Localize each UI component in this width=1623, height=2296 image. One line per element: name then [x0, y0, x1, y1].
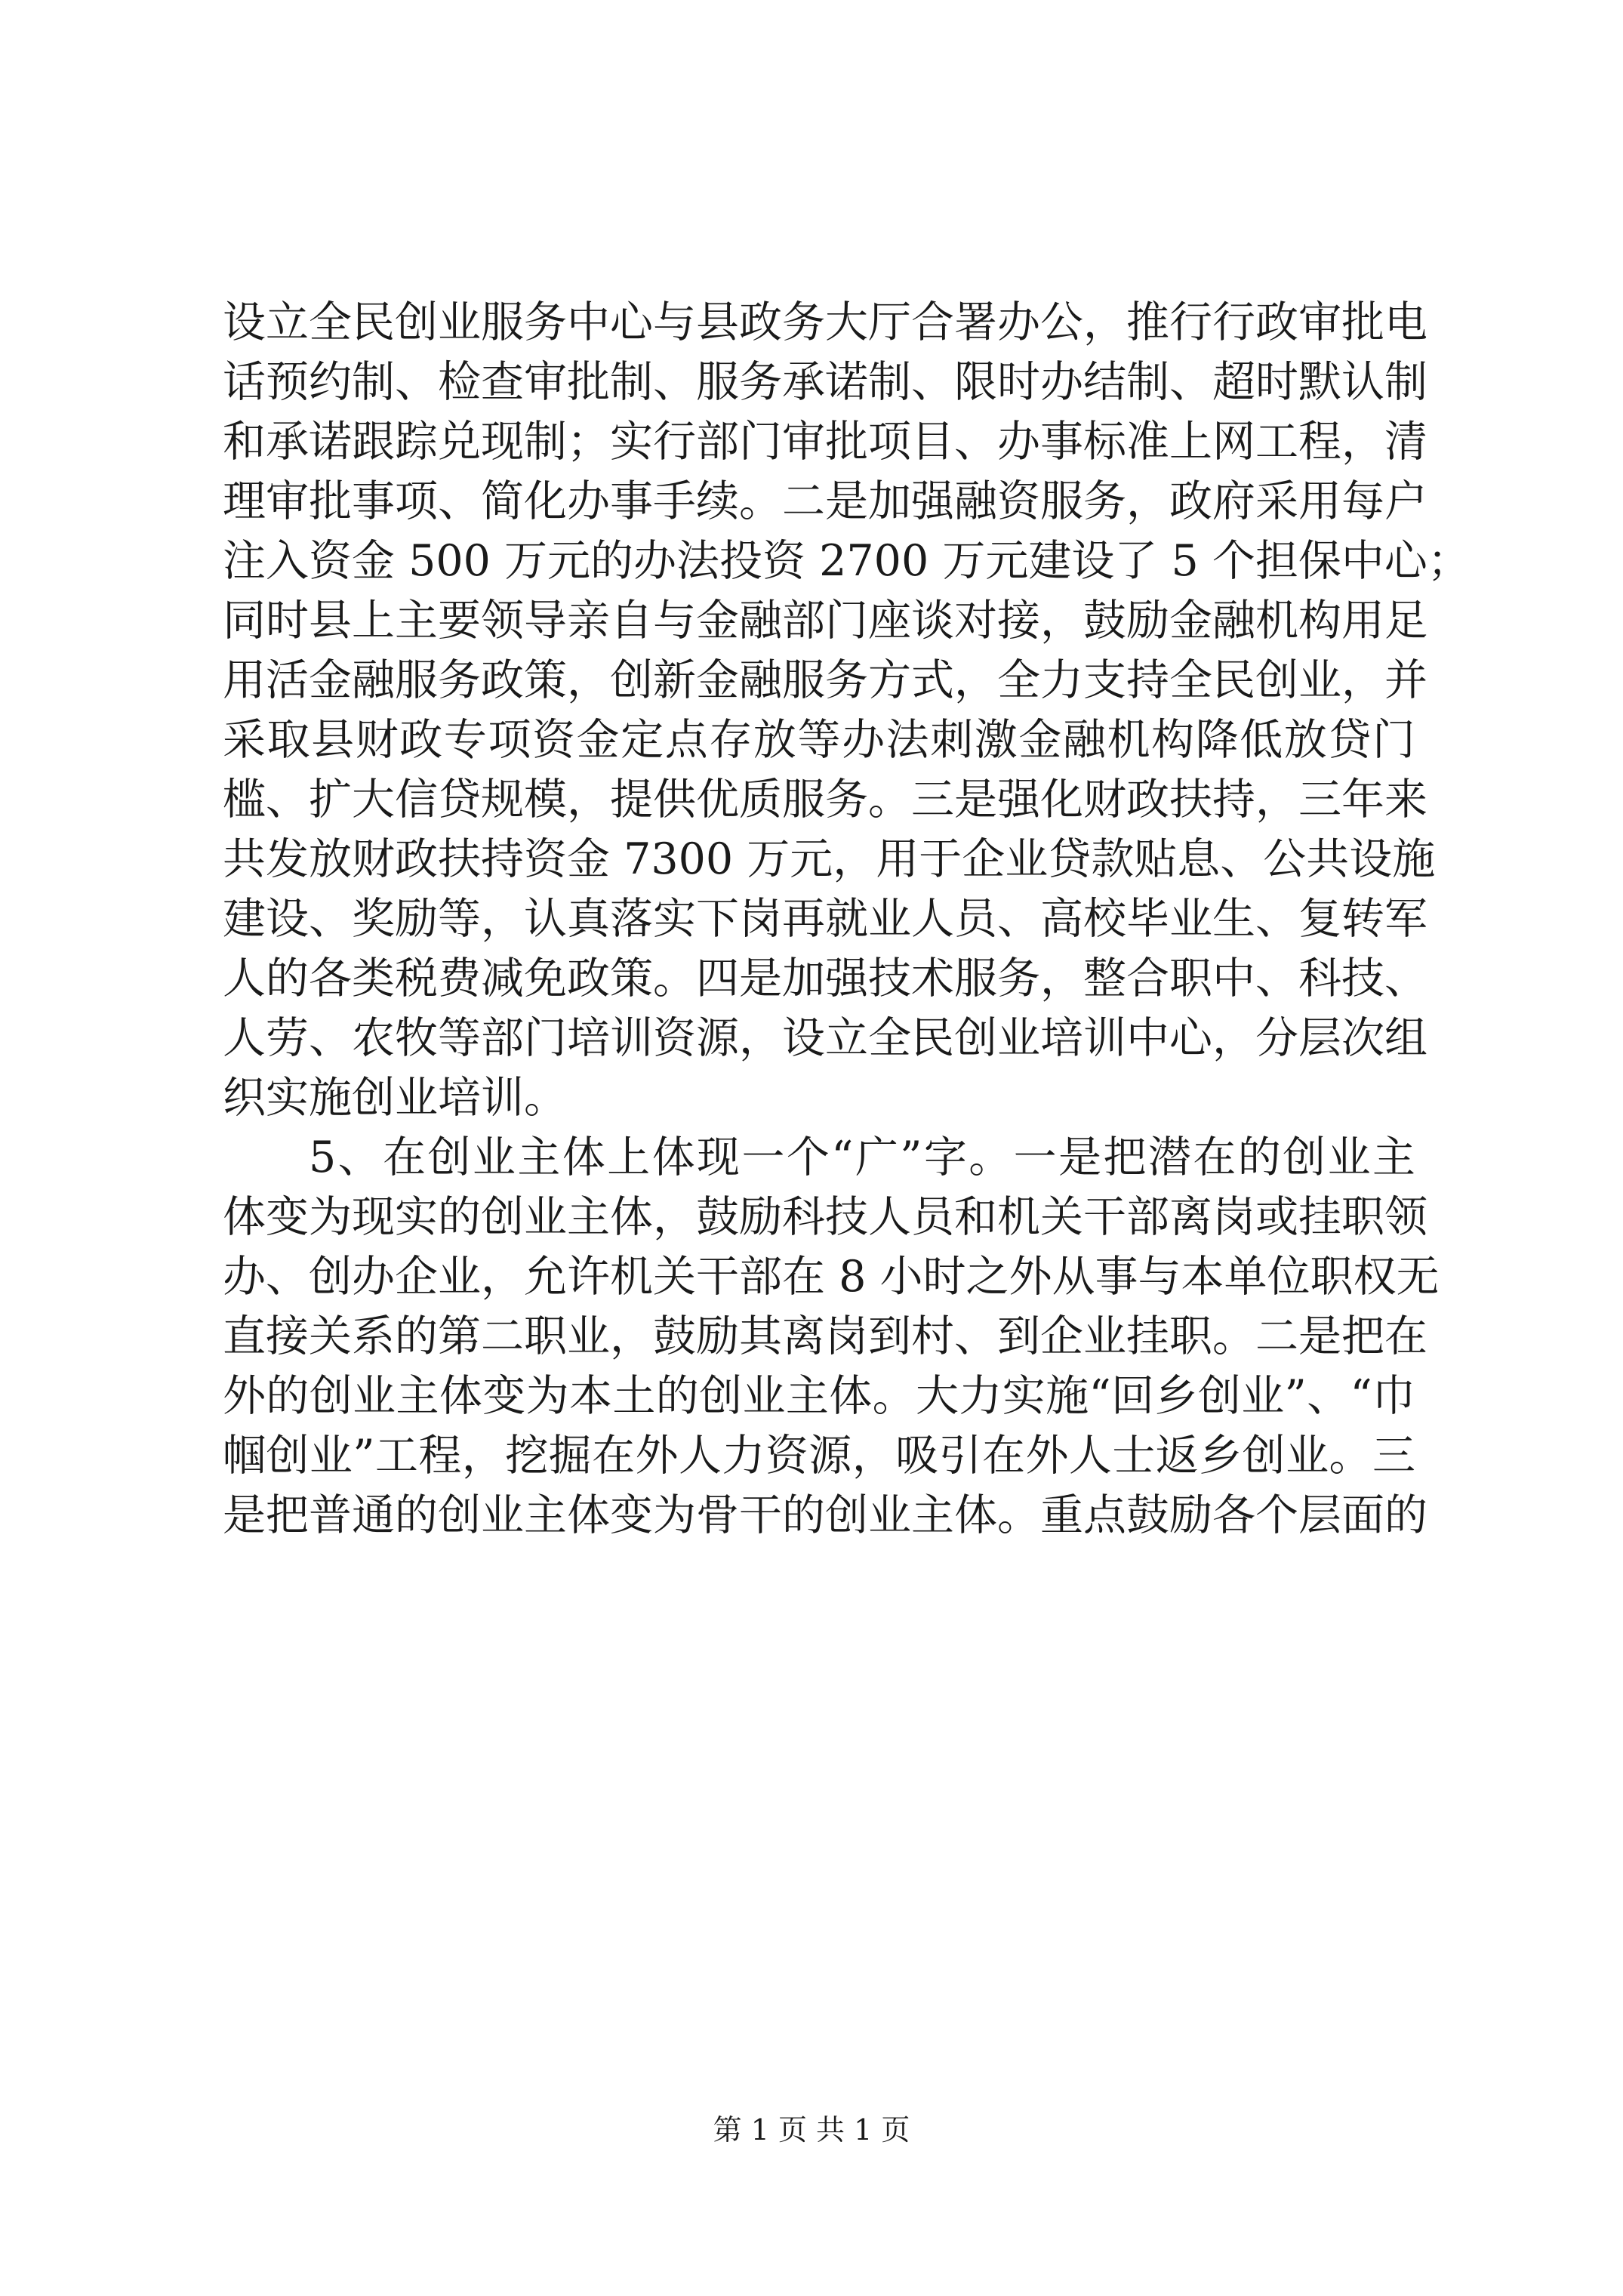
text-line: 直接关系的第二职业，鼓励其离岗到村、到企业挂职。二是把在 [223, 1311, 1427, 1361]
text-line: 体变为现实的创业主体，鼓励科技人员和机关干部离岗或挂职领 [223, 1192, 1427, 1242]
text-line: 槛、扩大信贷规模，提供优质服务。三是强化财政扶持，三年来 [223, 775, 1427, 824]
document-body [223, 293, 1471, 1546]
text-line: 办、创办企业，允许机关干部在 8 小时之外从事与本单位职权无 [223, 1252, 1440, 1302]
text-line: 话预约制、检查审批制、服务承诺制、限时办结制、超时默认制 [223, 357, 1427, 407]
text-line: 理审批事项、简化办事手续。二是加强融资服务，政府采用每户 [223, 476, 1427, 526]
text-line: 采取县财政专项资金定点存放等办法刺激金融机构降低放贷门 [223, 715, 1415, 765]
text-line: 共发放财政扶持资金 7300 万元，用于企业贷款贴息、公共设施 [223, 834, 1436, 884]
text-line: 注入资金 500 万元的办法投资 2700 万元建设了 5 个担保中心； [223, 536, 1471, 586]
text-line: 同时县上主要领导亲自与金融部门座谈对接，鼓励金融机构用足 [223, 596, 1427, 646]
text-line: 设立全民创业服务中心与县政务大厅合署办公，推行行政审批电 [223, 297, 1427, 347]
text-line: 帼创业”工程，挖掘在外人力资源，吸引在外人士返乡创业。三 [223, 1431, 1415, 1481]
text-line: 外的创业主体变为本土的创业主体。大力实施“回乡创业”、“巾 [223, 1371, 1415, 1421]
text-line: 织实施创业培训。 [223, 1073, 567, 1123]
text-line: 人的各类税费减免政策。四是加强技术服务，整合职中、科技、 [223, 954, 1427, 1003]
text-line: 建设、奖励等，认真落实下岗再就业人员、高校毕业生、复转军 [223, 894, 1427, 944]
text-line: 和承诺跟踪兑现制；实行部门审批项目、办事标准上网工程，清 [223, 417, 1427, 467]
text-line: 是把普通的创业主体变为骨干的创业主体。重点鼓励各个层面的 [223, 1490, 1427, 1540]
page-number-label: 第 1 页 共 1 页 [713, 2113, 910, 2147]
page-footer [0, 2106, 1623, 2148]
paragraph-start-line: 5、在创业主体上体现一个“广”字。一是把潜在的创业主 [309, 1133, 1415, 1182]
text-line: 人劳、农牧等部门培训资源，设立全民创业培训中心，分层次组 [223, 1013, 1427, 1063]
text-line: 用活金融服务政策，创新金融服务方式，全力支持全民创业，并 [223, 655, 1427, 705]
